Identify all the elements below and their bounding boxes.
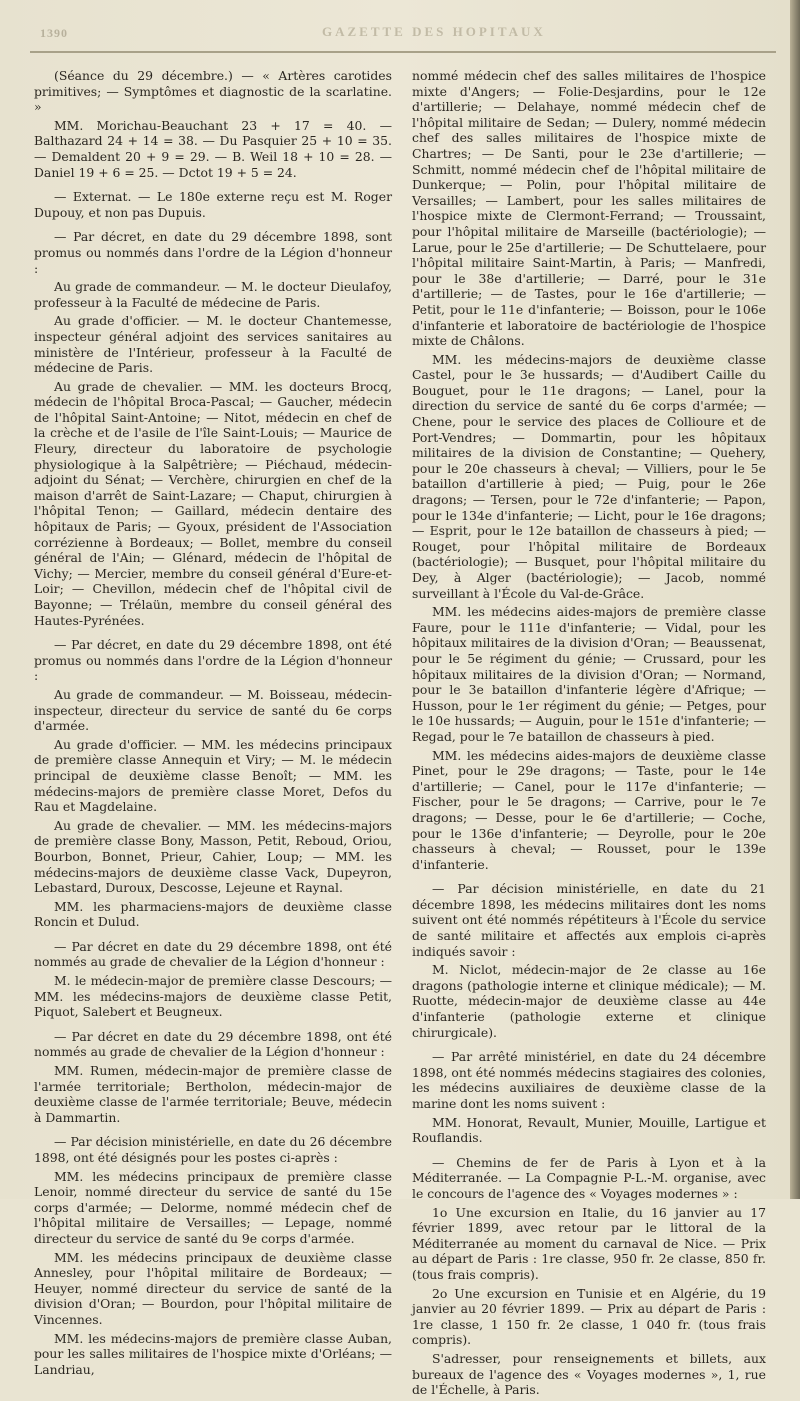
running-title: GAZETTE DES HOPITAUX — [322, 24, 546, 39]
paragraph: Au grade de chevalier. — MM. les docteurs Brocq, médecin de l'hôpital Broca-Pascal; — Gaucher, médecin de l'hôpital Saint-Antoine; — Nitot, médecin en chef de la crèche et de l'asile de l'île Saint-Louis; — Maurice de Fleury, directeur du laboratoire de psychologie physiologique à la Salpêtrière; — Piéchaud, médecin-adjoint du Sénat; — Verchère, chirurgien en chef de la maison d'arrêt de Saint-Lazare; — Chaput, chirurgien à l'hôpital Tenon; — Gaillard, médecin dentaire des hôpitaux de Paris; — Gyoux, président de l'Association corrézienne à Bordeaux; — Bollet, membre du conseil général de l'Ain; — Glénard, médecin de l'hôpital de Vichy; — Mercier, membre du conseil général d'Eure-et-Loir; — Chevillon, médecin chef de l'hôpital civil de Bayonne; — Trélaün, membre du conseil général des Hautes-Pyrénées. — [34, 378, 392, 628]
paragraph: 1o Une excursion en Italie, du 16 janvier au 17 février 1899, avec retour par le littoral de la Méditerranée au moment du carnaval de Nice. — Prix au départ de Paris : 1re classe, 950 fr. 2e classe, 850 fr. (tous frais compris). — [412, 1204, 766, 1282]
paragraph: — Par décret, en date du 29 décembre 1898, sont promus ou nommés dans l'ordre de la Légion d'honneur : — [34, 229, 392, 276]
paragraph: MM. les médecins aides-majors de deuxième classe Pinet, pour le 29e dragons; — Taste, pour le 14e d'artillerie; — Canel, pour le 117e d'infanterie; — Fischer, pour le 5e dragons; — Carrive, pour le 7e dragons; — Desse, pour le 6e d'artillerie; — Coche, pour le 136e d'infanterie; — Deyrolle, pour le 20e chasseurs à cheval; — Rousset, pour le 139e d'infanterie. — [412, 747, 766, 872]
paragraph: MM. les médecins-majors de première classe Auban, pour les salles militaires de l'hospice mixte d'Orléans; — Landriau, — [34, 1330, 392, 1377]
header-rule — [30, 51, 776, 53]
paragraph: — Par décision ministérielle, en date du 21 décembre 1898, les médecins militaires dont les noms suivent ont été nommés répétiteurs à l'École du service de santé militaire et affectés aux emplois ci-après indiqués savoir : — [412, 881, 766, 959]
paragraph: — Par décision ministérielle, en date du 26 décembre 1898, ont été désignés pour les postes ci-après : — [34, 1134, 392, 1165]
paragraph: — Par décret en date du 29 décembre 1898, ont été nommés au grade de chevalier de la Légion d'honneur : — [34, 938, 392, 970]
paragraph: (Séance du 29 décembre.) — « Artères carotides primitives; — Symptômes et diagnostic de la scarlatine. » — [34, 68, 392, 115]
paragraph: — Chemins de fer de Paris à Lyon et à la Méditerranée. — La Compagnie P-L.-M. organise, avec le concours de l'agence des « Voyages modernes » : — [412, 1154, 766, 1201]
paragraph: MM. les médecins-majors de deuxième classe Castel, pour le 3e hussards; — d'Audibert Caille du Bouguet, pour le 11e dragons; — Lanel, pour la direction du service de santé du 6e corps d'armée; — Chene, pour le service des places de Collioure et de Port-Vendres; — Dommartin, pour les hôpitaux militaires de la division de Constantine; — Quehery, pour le 20e chasseurs à cheval; — Villiers, pour le 5e bataillon d'artillerie à pied; — Puig, pour le 26e dragons; — Tersen, pour le 72e d'infanterie; — Papon, pour le 134e d'infanterie; — Licht, pour le 16e dragons; — Esprit, pour le 12e bataillon de chasseurs à pied; — Rouget, pour l'hôpital militaire de Bordeaux (bactériologie); — Busquet, pour l'hôpital militaire du Dey, à Alger (bactériologie); — Jacob, nommé surveillant à l'École du Val-de-Grâce. — [412, 351, 766, 601]
paragraph: — Par décret, en date du 29 décembre 1898, ont été promus ou nommés dans l'ordre de la Légion d'honneur : — [34, 637, 392, 684]
page-header — [0, 14, 790, 42]
paragraph: M. le médecin-major de première classe Descours; — MM. les médecins-majors de deuxième classe Petit, Piquot, Salebert et Beugneux. — [34, 973, 392, 1020]
paragraph: Au grade d'officier. — MM. les médecins principaux de première classe Annequin et Viry; — M. le médecin principal de deuxième classe Benoît; — MM. les médecins-majors de première classe Moret, Defos du Rau et Magdelaine. — [34, 736, 392, 815]
paragraph: Au grade de commandeur. — M. le docteur Dieulafoy, professeur à la Faculté de médecine de Paris. — [34, 279, 392, 310]
paragraph: MM. Rumen, médecin-major de première classe de l'armée territoriale; Bertholon, médecin-major de deuxième classe de l'armée territoriale; Beuve, médecin à Dammartin. — [34, 1063, 392, 1125]
paragraph: M. Niclot, médecin-major de 2e classe au 16e dragons (pathologie interne et clinique médicale); — M. Ruotte, médecin-major de deuxième classe au 44e d'infanterie (pathologie externe et clinique chirurgicale). — [412, 962, 766, 1040]
paragraph: S'adresser, pour renseignements et billets, aux bureaux de l'agence des « Voyages modernes », 1, rue de l'Échelle, à Paris. — [412, 1350, 766, 1398]
right-column — [412, 68, 766, 1401]
paragraph: MM. les médecins aides-majors de première classe Faure, pour le 111e d'infanterie; — Vidal, pour les hôpitaux militaires de la division d'Oran; — Beaussenat, pour le 5e régiment du génie; — Crussard, pour les hôpitaux militaires de la division d'Oran; — Normand, pour le 3e bataillon d'infanterie légère d'Afrique; — Husson, pour le 1er régiment du génie; — Petges, pour le 10e hussards; — Auguin, pour le 151e d'infanterie; — Regad, pour le 7e bataillon de chasseurs à pied. — [412, 604, 766, 744]
paragraph: — Par arrêté ministériel, en date du 24 décembre 1898, ont été nommés médecins stagiaires des colonies, les médecins auxiliaires de deuxième classe de la marine dont les noms suivent : — [412, 1049, 766, 1111]
paragraph: 2o Une excursion en Tunisie et en Algérie, du 19 janvier au 20 février 1899. — Prix au départ de Paris : 1re classe, 1 150 fr. 2e classe, 1 040 fr. (tous frais compris). — [412, 1285, 766, 1348]
page-edge-shadow — [790, 0, 800, 1199]
paragraph: Au grade de chevalier. — MM. les médecins-majors de première classe Bony, Masson, Petit, Reboud, Oriou, Bourbon, Bonnet, Prieur, Cahier, Loup; — MM. les médecins-majors de deuxième classe Vack, Dupeyron, Lebastard, Duroux, Descosse, Lejeune et Raynal. — [34, 817, 392, 896]
page-number: 1390 — [40, 26, 68, 40]
paragraph: nommé médecin chef des salles militaires de l'hospice mixte d'Angers; — Folie-Desjardins, pour le 12e d'artillerie; — Delahaye, nommé médecin chef de l'hôpital militaire de Sedan; — Dulery, nommé médecin chef des salles militaires de l'hospice mixte de Chartres; — De Santi, pour le 23e d'artillerie; — Schmitt, nommé médecin chef de l'hôpital militaire de Dunkerque; — Polin, pour l'hôpital militaire de Versailles; — Lambert, pour les salles militaires de l'hospice mixte de Clermont-Ferrand; — Troussaint, pour l'hôpital militaire de Marseille (bactériologie); — Larue, pour le 25e d'artillerie; — De Schuttelaere, pour l'hôpital militaire Saint-Martin, à Paris; — Manfredi, pour le 38e d'artillerie; — Darré, pour le 31e d'artillerie; — de Tastes, pour le 16e d'artillerie; — Petit, pour le 11e d'infanterie; — Boisson, pour le 106e d'infanterie et laboratoire de bactériologie de l'hospice mixte de Châlons. — [412, 68, 766, 349]
paragraph: MM. les médecins principaux de première classe Lenoir, nommé directeur du service de santé du 15e corps d'armée; — Delorme, nommé médecin chef de l'hôpital militaire de Versailles; — Lepage, nommé directeur du service de santé du 9e corps d'armée. — [34, 1168, 392, 1246]
paragraph: — Par décret en date du 29 décembre 1898, ont été nommés au grade de chevalier de la Légion d'honneur : — [34, 1028, 392, 1060]
paragraph: Au grade de commandeur. — M. Boisseau, médecin-inspecteur, directeur du service de santé du 6e corps d'armée. — [34, 686, 392, 734]
paragraph: MM. Honorat, Revault, Munier, Mouille, Lartigue et Rouflandis. — [412, 1114, 766, 1146]
paragraph: MM. les pharmaciens-majors de deuxième classe Roncin et Dulud. — [34, 898, 392, 930]
paragraph: MM. Morichau-Beauchant 23 + 17 = 40. — Balthazard 24 + 14 = 38. — Du Pasquier 25 + 10 = 35. — Demaldent 20 + 9 = 29. — B. Weil 18 + 10 = 28. — Daniel 19 + 6 = 25. — Dctot 19 + 5 = 24. — [34, 117, 392, 180]
paragraph: Au grade d'officier. — M. le docteur Chantemesse, inspecteur général adjoint des services sanitaires au ministère de l'Intérieur, professeur à la Faculté de médecine de Paris. — [34, 313, 392, 376]
paragraph: — Externat. — Le 180e externe reçu est M. Roger Dupouy, et non pas Dupuis. — [34, 189, 392, 220]
left-column — [34, 68, 392, 1380]
paragraph: MM. les médecins principaux de deuxième classe Annesley, pour l'hôpital militaire de Bordeaux; — Heuyer, nommé directeur du service de santé de la division d'Oran; — Bourdon, pour l'hôpital militaire de Vincennes. — [34, 1249, 392, 1327]
